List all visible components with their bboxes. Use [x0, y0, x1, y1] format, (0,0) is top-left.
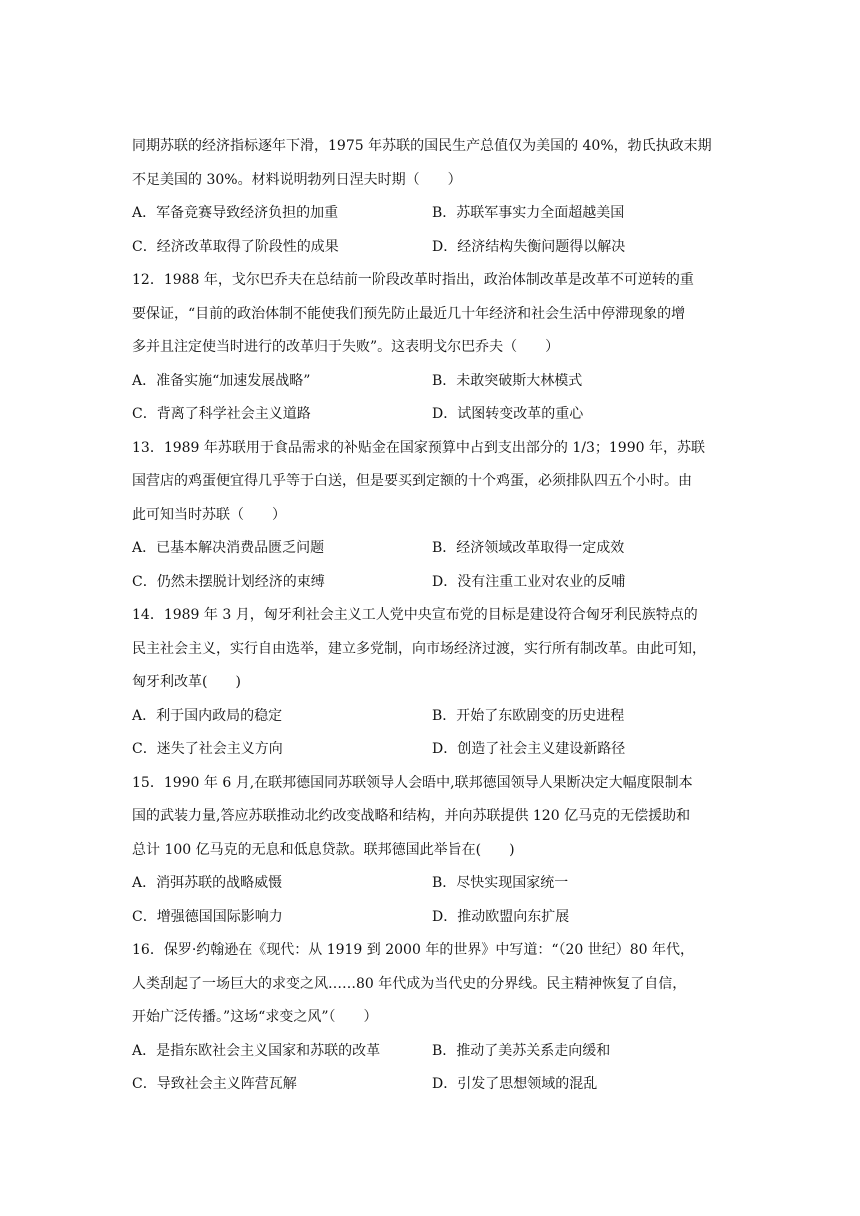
option-d: D．没有注重工业对农业的反哺 [432, 573, 626, 590]
option-row [132, 1068, 732, 1102]
option-d: D．经济结构失衡问题得以解决 [432, 238, 626, 255]
question-text-line: 人类刮起了一场巨大的求变之风……80 年代成为当代史的分界线。民主精神恢复了自信， [132, 975, 687, 992]
option-b: B．经济领域改革取得一定成效 [432, 540, 625, 556]
question-list [132, 130, 732, 1102]
option-row [132, 197, 732, 231]
option-b: B．开始了东欧剧变的历史进程 [432, 707, 625, 724]
option-a: A．利于国内政局的稳定 [132, 707, 283, 724]
option-d: D．推动欧盟向东扩展 [432, 908, 570, 925]
question-text-line: 不足美国的 30%。材料说明勃列日涅夫时期（ ） [132, 171, 462, 188]
option-d: D．试图转变改革的重心 [432, 406, 584, 422]
option-a: A．军备竞赛导致经济负担的加重 [132, 205, 339, 221]
question-text-line: 12．1988 年，戈尔巴乔夫在总结前一阶段改革时指出，政治体制改革是改革不可逆转的重 [132, 272, 694, 288]
option-a: A．消弭苏联的战略威慑 [132, 875, 283, 891]
question-text-line: 13．1989 年苏联用于食品需求的补贴金在国家预算中占到支出部分的 1/3；1990 年，苏联 [132, 439, 705, 456]
option-row [132, 398, 732, 432]
option-b: B．推动了美苏关系走向缓和 [432, 1042, 611, 1059]
option-c: C．迷失了社会主义方向 [132, 741, 283, 757]
option-row [132, 867, 732, 901]
option-c: C．经济改革取得了阶段性的成果 [132, 238, 339, 255]
question-13 [132, 432, 732, 600]
question-text-line: 15．1990 年 6 月,在联邦德国同苏联领导人会晤中,联邦德国领导人果断决定大幅度限制本 [132, 774, 693, 791]
option-row [132, 532, 732, 566]
option-c: C．背离了科学社会主义道路 [132, 406, 311, 422]
question-12 [132, 264, 732, 432]
option-row [132, 365, 732, 399]
question-text-line: 此可知当时苏联（ ） [132, 506, 286, 523]
option-c: C．增强德国国际影响力 [132, 908, 283, 925]
option-b: B．未敢突破斯大林模式 [432, 372, 583, 389]
question-text-line: 16．保罗·约翰逊在《现代：从 1919 到 2000 年的世界》中写道：“（20 世纪）80 年代， [132, 942, 695, 958]
question-text-line: 开始广泛传播。”这场“求变之风”（ ） [132, 1009, 378, 1025]
option-a: A．准备实施“加速发展战略” [132, 372, 311, 389]
option-a: A．是指东欧社会主义国家和苏联的改革 [132, 1042, 381, 1059]
option-c: C．仍然未摆脱计划经济的束缚 [132, 573, 325, 590]
question-14 [132, 599, 732, 767]
option-c: C．导致社会主义阵营瓦解 [132, 1076, 297, 1092]
question-text-line: 多并且注定使当时进行的改革归于失败”。这表明戈尔巴乔夫（ ） [132, 339, 560, 355]
option-b: B．尽快实现国家统一 [432, 875, 569, 891]
option-row [132, 1035, 732, 1069]
question-text-line: 14．1989 年 3 月，匈牙利社会主义工人党中央宣布党的目标是建设符合匈牙利民族特点的 [132, 607, 698, 623]
question-text-line: 匈牙利改革( ) [132, 674, 241, 690]
option-d: D．创造了社会主义建设新路径 [432, 741, 626, 757]
question-text-line: 国营店的鸡蛋便宜得几乎等于白送，但是要买到定额的十个鸡蛋，必须排队四五个小时。由 [132, 473, 692, 489]
option-row [132, 733, 732, 767]
question-15 [132, 767, 732, 935]
option-row [132, 566, 732, 600]
option-a: A．已基本解决消费品匮乏问题 [132, 540, 325, 556]
option-row [132, 700, 732, 734]
question-text-line: 民主社会主义，实行自由选举，建立多党制，向市场经济过渡，实行所有制改革。由此可知， [132, 640, 706, 657]
question-text-line: 同期苏联的经济指标逐年下滑，1975 年苏联的国民生产总值仅为美国的 40%，勃氏执政末期 [132, 138, 712, 154]
question-text-line: 要保证，“目前的政治体制不能使我们预先防止最近几十年经济和社会生活中停滞现象的增 [132, 305, 686, 322]
question-text-line: 总计 100 亿马克的无息和低息贷款。联邦德国此举旨在( ) [132, 841, 515, 858]
question-16 [132, 934, 732, 1102]
option-d: D．引发了思想领域的混乱 [432, 1076, 598, 1092]
option-b: B．苏联军事实力全面超越美国 [432, 205, 625, 221]
option-row [132, 901, 732, 935]
question-text-line: 国的武装力量,答应苏联推动北约改变战略和结构，并向苏联提供 120 亿马克的无偿援助和 [132, 808, 691, 824]
option-row [132, 231, 732, 265]
question-11-continuation [132, 130, 732, 264]
